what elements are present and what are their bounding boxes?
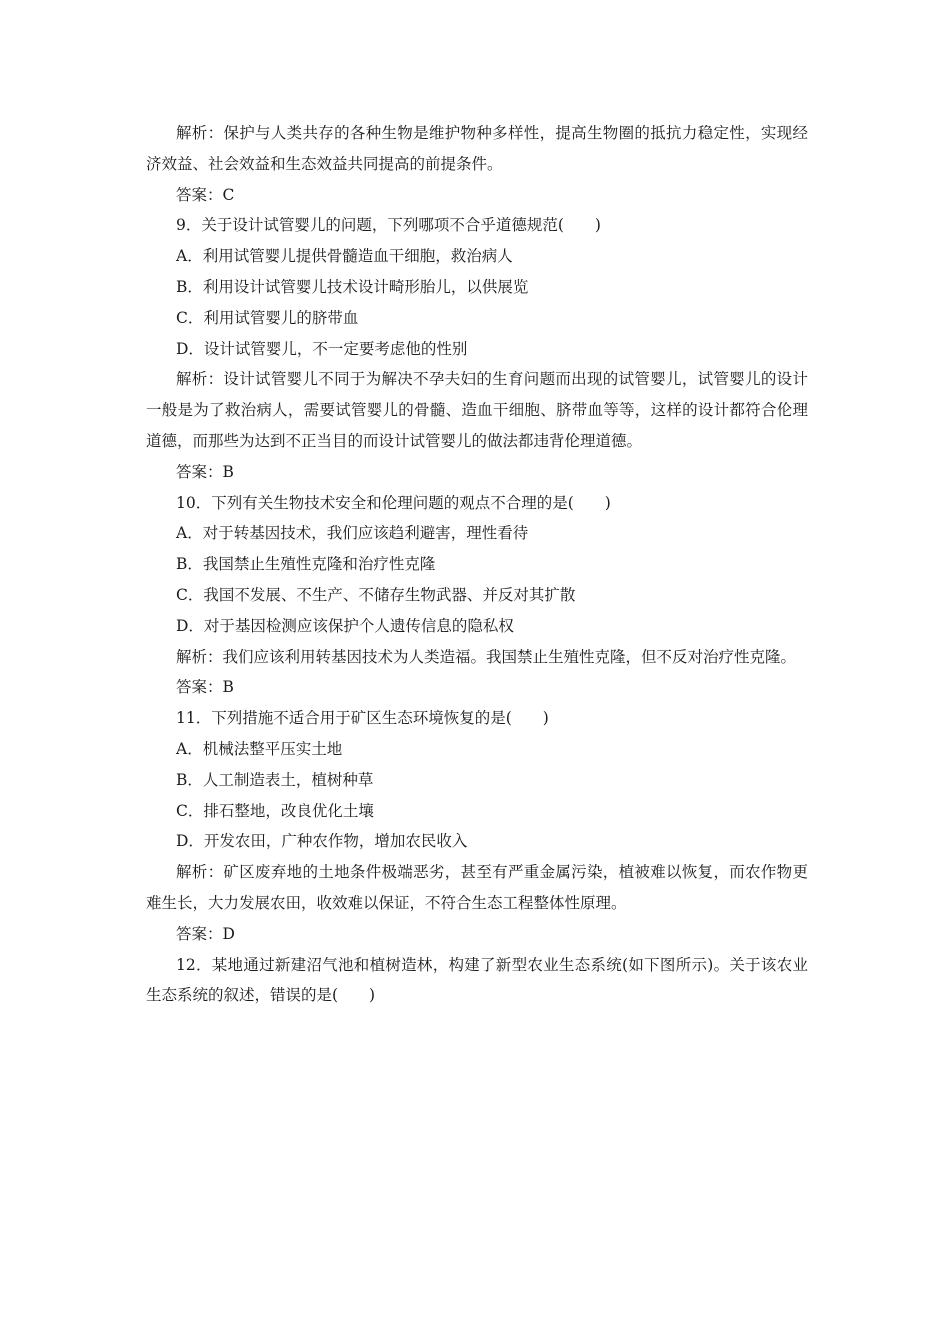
option-b: B．人工制造表土，植树种草	[176, 770, 374, 789]
option-d: D．对于基因检测应该保护个人遗传信息的隐私权	[176, 616, 514, 635]
analysis-paragraph: 解析：我们应该利用转基因技术为人类造福。我国禁止生殖性克隆，但不反对治疗性克隆。	[176, 647, 797, 666]
option-c: C．我国不发展、不生产、不储存生物武器、并反对其扩散	[176, 585, 576, 604]
option-d: D．设计试管婴儿，不一定要考虑他的性别	[176, 339, 468, 358]
option-a: A．机械法整平压实土地	[176, 739, 343, 758]
option-b: B．利用设计试管婴儿技术设计畸形胎儿，以供展览	[176, 277, 529, 296]
question-10: 10．下列有关生物技术安全和伦理问题的观点不合理的是( )	[176, 493, 611, 512]
option-a: A．利用试管婴儿提供骨髓造血干细胞，救治病人	[176, 247, 513, 266]
question-11: 11．下列措施不适合用于矿区生态环境恢复的是( )	[176, 709, 549, 728]
analysis-paragraph: 解析：设计试管婴儿不同于为解决不孕夫妇的生育问题而出现的试管婴儿，试管婴儿的设计一般是为了救治病人，需要试管婴儿的骨髓、造血干细胞、脐带血等等，这样的设计都符合伦理道德，而那些为达到不正当目的而设计试管婴儿的做法都违背伦理道德。	[146, 370, 808, 450]
question-9: 9．关于设计试管婴儿的问题，下列哪项不合乎道德规范( )	[176, 216, 601, 235]
option-c: C．排石整地，改良优化土壤	[176, 801, 374, 820]
option-d: D．开发农田，广种农作物，增加农民收入	[176, 832, 468, 851]
analysis-paragraph: 解析：矿区废弃地的土地条件极端恶劣，甚至有严重金属污染，植被难以恢复，而农作物更难生长，大力发展农田，收效难以保证，不符合生态工程整体性原理。	[146, 863, 808, 912]
answer-line: 答案：C	[176, 185, 235, 204]
answer-line: 答案：D	[176, 924, 235, 943]
answer-line: 答案：B	[176, 462, 234, 481]
document-content	[146, 118, 808, 1011]
analysis-paragraph: 解析：保护与人类共存的各种生物是维护物种多样性，提高生物圈的抵抗力稳定性，实现经济效益、社会效益和生态效益共同提高的前提条件。	[146, 124, 808, 173]
question-12: 12．某地通过新建沼气池和植树造林，构建了新型农业生态系统(如下图所示)。关于该农业生态系统的叙述，错误的是( )	[146, 955, 808, 1005]
option-a: A．对于转基因技术，我们应该趋利避害，理性看待	[176, 524, 529, 543]
option-b: B．我国禁止生殖性克隆和治疗性克隆	[176, 555, 436, 574]
answer-line: 答案：B	[176, 678, 234, 697]
option-c: C．利用试管婴儿的脐带血	[176, 308, 359, 327]
